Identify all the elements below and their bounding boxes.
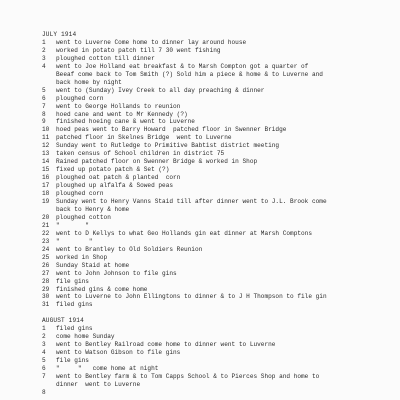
entry-day-number: 22 [42,229,50,237]
diary-entry [42,39,400,47]
entry-day-number: 1 [42,325,46,333]
diary-entry [42,254,400,262]
entry-text: taken census of School children in district 75 [56,150,225,158]
diary-entry [42,365,400,373]
entry-day-number: 16 [42,174,50,182]
diary-entry [42,182,400,190]
entry-text: patched floor in Skelnes Bridge went to Luverne [56,134,232,142]
diary-entry [42,63,400,71]
diary-entry [42,87,400,95]
entry-day-number: 24 [42,245,50,253]
entry-day-number: 12 [42,142,50,150]
entry-day-number: 7 [42,373,46,381]
diary-entry [42,166,400,174]
entry-text: Rained patched floor on Swenner Bridge & worked in Shop [56,158,258,166]
entry-day-number: 3 [42,341,46,349]
entry-day-number: 3 [42,54,46,62]
entry-day-number: 26 [42,261,50,269]
entry-text: " " [56,237,93,245]
diary-entry [42,286,400,294]
entry-continuation-line: back to Henry & home [56,205,130,213]
entry-text: Sunday went to Rutledge to Primitive Babtist district meeting [56,142,280,150]
entry-text: went to Watson Gibson to file gins [56,349,181,357]
entry-text: hoed cane and went to Mr Kennedy (?) [56,110,188,118]
diary-entry [42,55,400,63]
entry-text: Sunday went to Henry Vanns Staid till after dinner went to J.L. Brook come [56,198,327,206]
entry-text: went to Joe Holland eat breakfast & to Marsh Compton got a quarter of [56,62,309,70]
entry-text: ploughed corn [56,94,104,102]
entry-day-number: 4 [42,62,46,70]
entry-day-number: 1 [42,38,46,46]
entry-day-number: 25 [42,253,50,261]
entry-continuation-line: dinner went to Luverne [56,380,141,388]
diary-entry [42,278,400,286]
diary-entry [42,222,400,230]
diary-entry [42,325,400,333]
diary-entry [42,198,400,206]
diary-entry [42,142,400,150]
entry-day-number: 10 [42,126,50,134]
entry-day-number: 8 [42,388,46,396]
entry-text: worked in potato patch till 7 30 went fishing [56,46,221,54]
entry-day-number: 8 [42,110,46,118]
diary-entry [42,150,400,158]
entry-text: went to (Sunday) Ivey Creek to all day preaching & dinner [56,86,265,94]
entry-continuation-line: back home by night [56,78,122,86]
entry-day-number: 30 [42,293,50,301]
entry-day-number: 5 [42,86,46,94]
entry-day-number: 6 [42,94,46,102]
diary-entry [42,270,400,278]
entry-text: went to D Kellys to what Geo Hollands gin eat dinner at Marsh Comptons [56,229,312,237]
entry-day-number: 13 [42,150,50,158]
diary-entry [42,111,400,119]
diary-entry [42,126,400,134]
entry-day-number: 19 [42,198,50,206]
diary-entry [42,262,400,270]
entry-day-number: 7 [42,102,46,110]
entry-text: worked in Shop [56,253,108,261]
diary-entry [42,238,400,246]
diary-entry [42,333,400,341]
month-header: JULY 1914 [42,31,77,38]
entry-day-number: 2 [42,333,46,341]
diary-entry [42,246,400,254]
entry-day-number: 6 [42,365,46,373]
entry-day-number: 17 [42,182,50,190]
entry-text: ploughed cotton till dinner [56,54,155,62]
diary-entry [42,373,400,381]
month-section [42,317,400,397]
entry-day-number: 20 [42,213,50,221]
entry-day-number: 28 [42,277,50,285]
diary-entry [42,389,400,397]
entry-text: ploughed up alfalfa & Sowed peas [56,182,174,190]
diary-entry [42,214,400,222]
entry-day-number: 5 [42,357,46,365]
entry-text: ploughed cotton [56,213,111,221]
entry-day-number: 27 [42,269,50,277]
entry-day-number: 21 [42,221,50,229]
diary-entry [42,134,400,142]
entry-text: hoed peas went to Barry Howard patched floor in Swenner Bridge [56,126,287,134]
diary-entry [42,95,400,103]
entry-text: fixed up potato patch & Set (?) [56,166,170,174]
entry-text: ploughed corn [56,190,104,198]
entry-text: went to Brantley to Old Soldiers Reunion [56,245,203,253]
entry-text: went to Luverne to John Ellingtons to dinner & to J H Thompson to file gin [56,293,327,301]
entry-day-number: 18 [42,190,50,198]
diary-entry [42,47,400,55]
entry-day-number: 4 [42,349,46,357]
diary-entry [42,349,400,357]
diary-entry [42,230,400,238]
diary-entry [42,174,400,182]
entry-day-number: 31 [42,301,50,309]
entry-text: " " come home at night [56,365,159,373]
entry-text: ploughed oat patch & planted corn [56,174,181,182]
diary-entry [42,103,400,111]
entry-text: went to Luverne Come home to dinner lay around house [56,38,247,46]
entry-text: filed gins [56,325,93,333]
diary-entry [42,118,400,126]
diary-entry [42,158,400,166]
entry-text: finished hoeing cane & went to Luverne [56,118,195,126]
diary-entry [42,357,400,365]
diary-entry [42,293,400,301]
month-header: AUGUST 1914 [42,317,84,325]
entry-text: file gins [56,277,89,285]
entry-text: filed gins [56,301,93,309]
diary-entry [42,341,400,349]
entry-day-number: 9 [42,118,46,126]
entry-text: went to George Hollands to reunion [56,102,181,110]
entry-text: went to John Johnson to file gins [56,269,177,277]
entry-day-number: 15 [42,166,50,174]
entry-day-number: 23 [42,237,50,245]
entry-day-number: 29 [42,285,50,293]
entry-text: went to Bentley Railroad come home to dinner went to Luverne [56,341,276,349]
entry-day-number: 2 [42,46,46,54]
diary-entry [42,190,400,198]
entry-text: file gins [56,357,89,365]
entry-day-number: 11 [42,134,50,142]
entry-text: come home Sunday [56,333,115,341]
entry-text: went to Bentley farm & to Tom Capps School & to Pierces Shop and home to [56,373,320,381]
entry-text: Sunday Staid at home [56,261,130,269]
entry-text: " " [56,221,89,229]
diary-entry [42,301,400,309]
entry-day-number: 14 [42,158,50,166]
entry-text: finished gins & come home [56,285,148,293]
month-section [42,31,400,309]
entry-continuation-line: Beeaf come back to Tom Smith (?) Sold him a piece & home & to Luverne and [56,70,323,78]
